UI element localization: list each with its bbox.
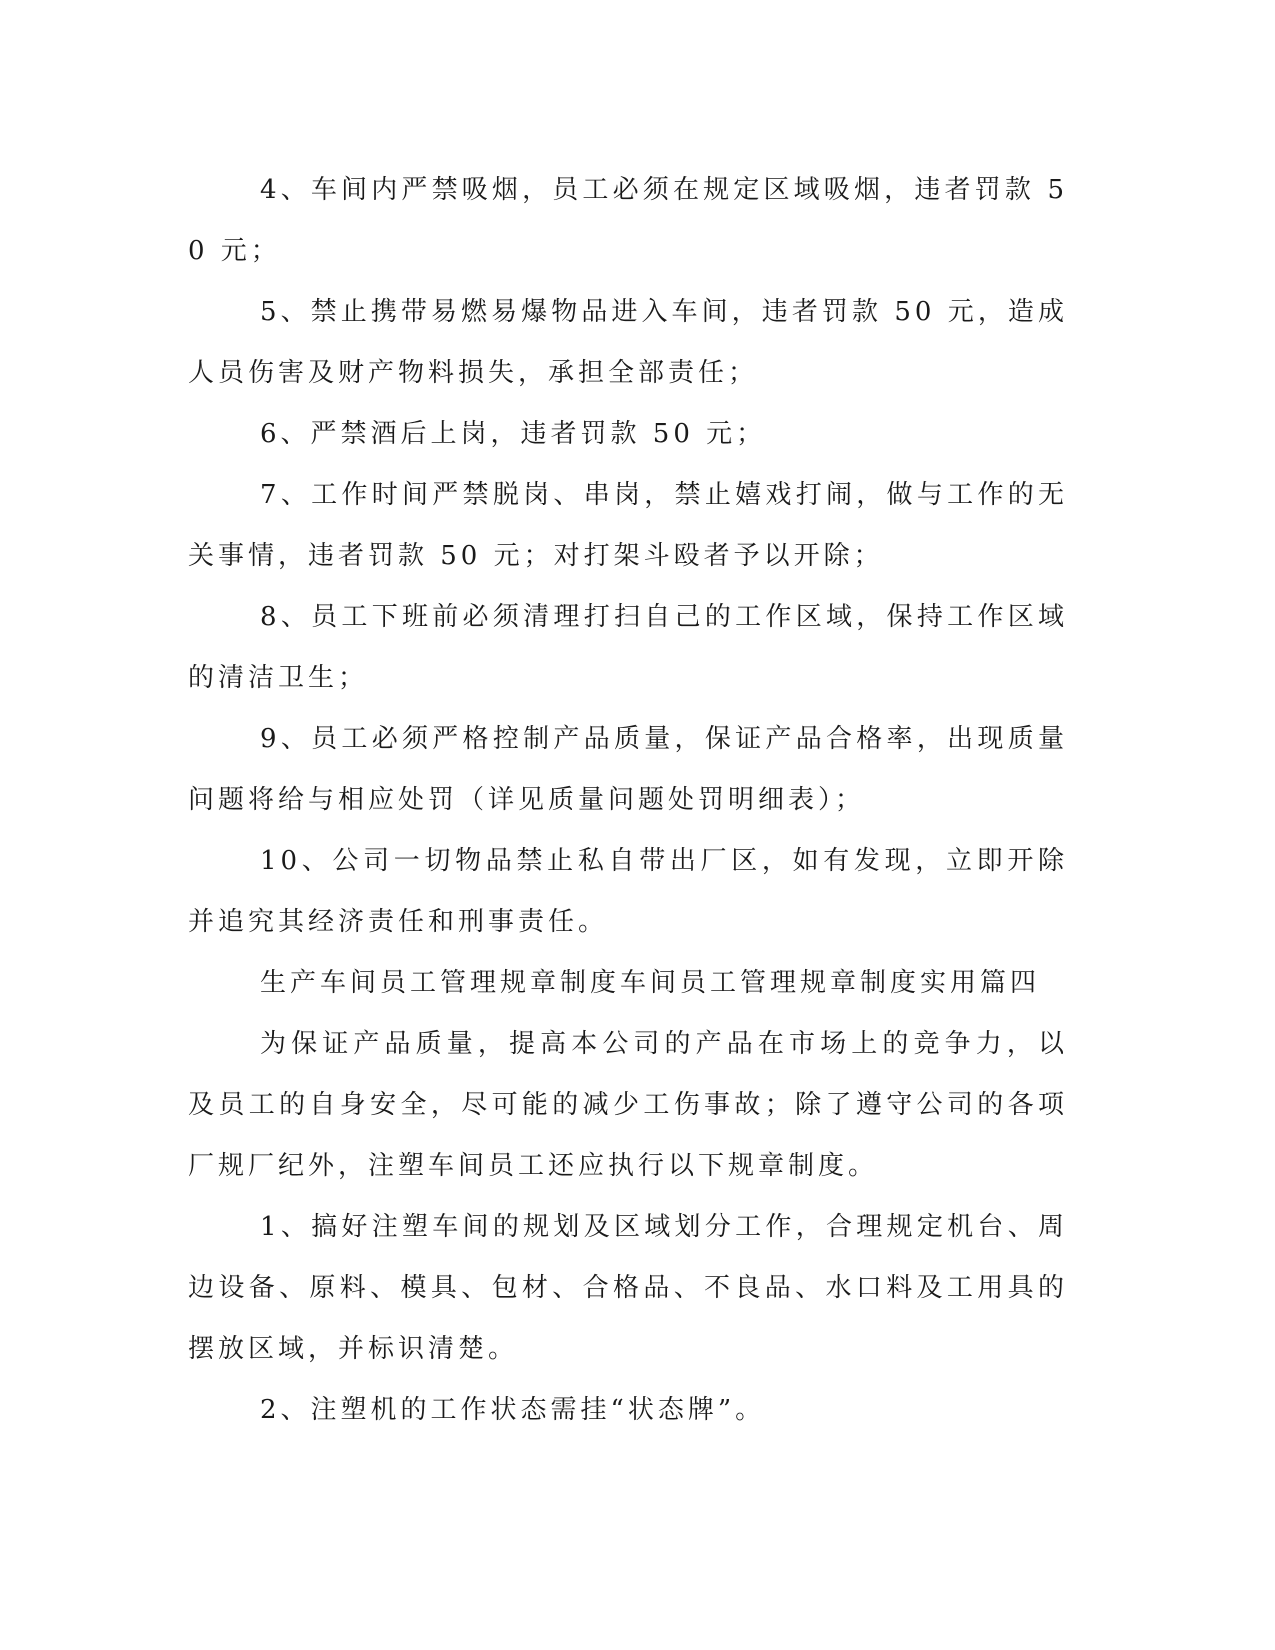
intro-paragraph: 为保证产品质量，提高本公司的产品在市场上的竞争力，以及员工的自身安全，尽可能的减少工伤事故；除了遵守公司的各项厂规厂纪外，注塑车间员工还应执行以下规章制度。: [188, 1029, 1068, 1181]
rule-7-paragraph: 7、工作时间严禁脱岗、串岗，禁止嬉戏打闹，做与工作的无关事情，违者罚款 50 元；对打架斗殴者予以开除；: [188, 480, 1068, 571]
document-body: [188, 160, 1068, 1441]
rule-5-paragraph: 5、禁止携带易燃易爆物品进入车间，违者罚款 50 元，造成人员伤害及财产物料损失，承担全部责任；: [188, 297, 1068, 388]
rule-6-paragraph: 6、严禁酒后上岗，违者罚款 50 元；: [260, 419, 767, 449]
rule-8-paragraph: 8、员工下班前必须清理打扫自己的工作区域，保持工作区域的清洁卫生；: [188, 602, 1068, 693]
rule-4-paragraph: 4、车间内严禁吸烟，员工必须在规定区域吸烟，违者罚款 50 元；: [188, 175, 1068, 266]
rule-2-paragraph: 2、注塑机的工作状态需挂“状态牌”。: [260, 1395, 766, 1425]
section-heading: 生产车间员工管理规章制度车间员工管理规章制度实用篇四: [260, 968, 1041, 998]
rule-1-paragraph: 1、搞好注塑车间的规划及区域划分工作，合理规定机台、周边设备、原料、模具、包材、合格品、不良品、水口料及工用具的摆放区域，并标识清楚。: [188, 1212, 1068, 1364]
rule-9-paragraph: 9、员工必须严格控制产品质量，保证产品合格率，出现质量问题将给与相应处罚（详见质量问题处罚明细表）；: [188, 724, 1068, 815]
rule-10-paragraph: 10、公司一切物品禁止私自带出厂区，如有发现，立即开除并追究其经济责任和刑事责任。: [188, 846, 1068, 937]
